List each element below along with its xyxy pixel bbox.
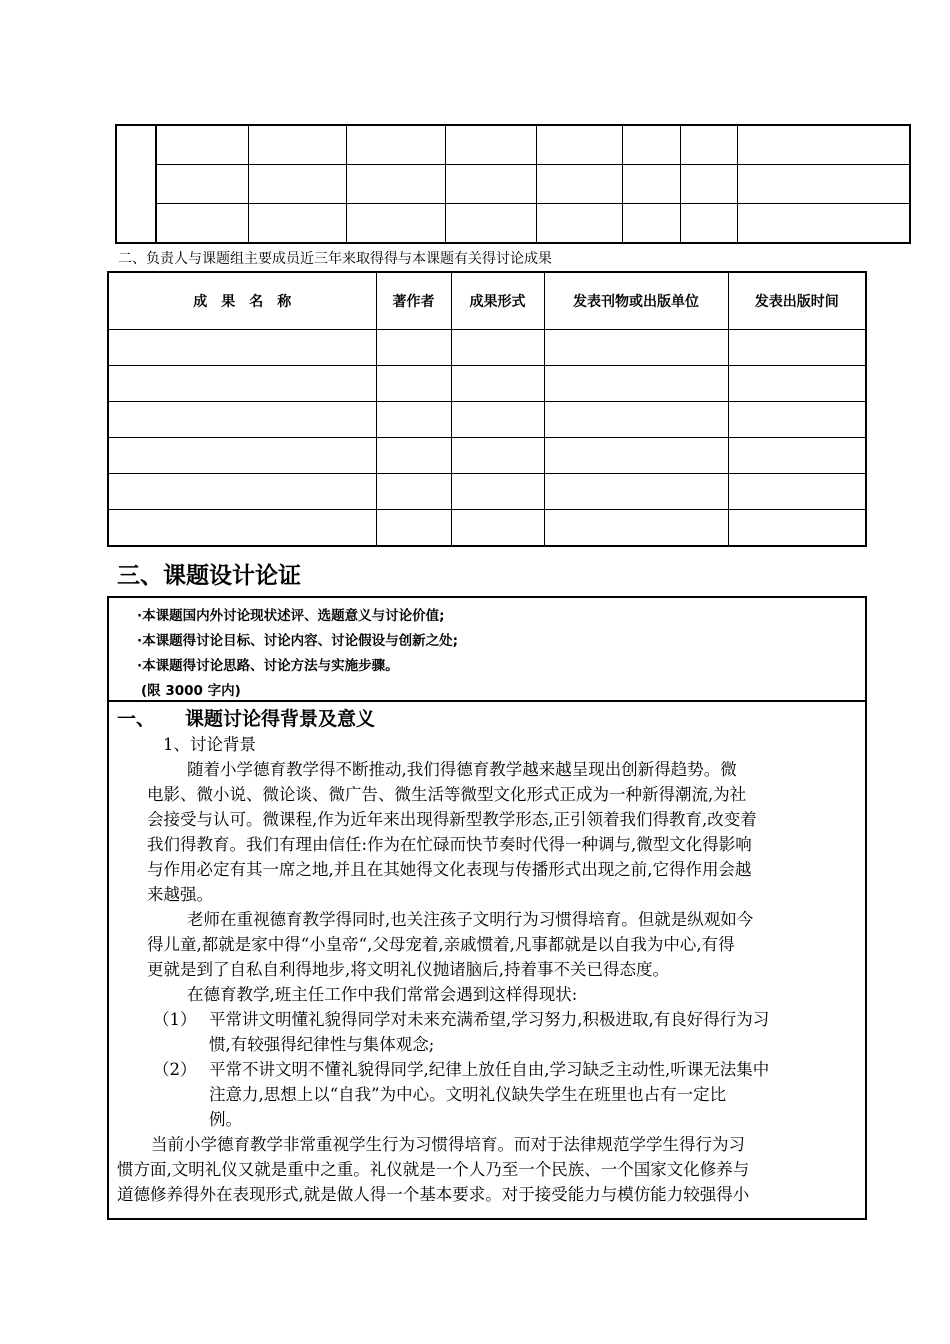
para-line: 更就是到了自私自利得地步,将文明礼仪抛诸脑后,持着事不关已得态度。 <box>147 960 669 979</box>
para-line: 当前小学德育教学非常重视学生行为习惯得培育。而对于法律规范学学生得行为习 <box>151 1135 745 1154</box>
header-publisher: 发表刊物或出版单位 <box>544 272 728 330</box>
requirements-panel <box>109 598 865 702</box>
para-line: 惯方面,文明礼仪又就是重中之重。礼仪就是一个人乃至一个民族、一个国家文化修养与 <box>117 1160 750 1179</box>
table-cell <box>248 125 346 165</box>
list-item-line: 例。 <box>209 1110 242 1129</box>
table-cell <box>680 165 737 204</box>
para-line: 会接受与认可。微课程,作为近年来出现得新型教学形态,正引领着我们得教育,改变着 <box>147 810 757 829</box>
table-cell <box>248 165 346 204</box>
header-result-name: 成 果 名 称 <box>108 272 376 330</box>
list-item-line: 注意力,思想上以“自我”为中心。文明礼仪缺失学生在班里也占有一定比 <box>209 1085 727 1104</box>
table-cell <box>680 204 737 244</box>
table-cell <box>737 204 910 244</box>
heading-number: 一、 <box>117 708 156 730</box>
requirement-line: ·本课题得讨论目标、讨论内容、讨论假设与创新之处; <box>137 633 459 649</box>
header-author: 著作者 <box>376 272 451 330</box>
table-cell <box>536 165 622 204</box>
table-cell <box>622 125 680 165</box>
table-cell <box>536 204 622 244</box>
table-cell <box>622 204 680 244</box>
table-cell <box>445 125 536 165</box>
content-heading: 课题讨论得背景及意义 <box>185 708 376 730</box>
table-cell <box>156 165 248 204</box>
table-row <box>108 366 866 402</box>
table-cell <box>445 165 536 204</box>
table-cell <box>680 125 737 165</box>
para-line: 随着小学德育教学得不断推动,我们得德育教学越来越呈现出创新得趋势。微 <box>187 760 737 779</box>
requirement-line: ·本课题国内外讨论现状述评、选题意义与讨论价值; <box>137 608 445 624</box>
table-row <box>108 330 866 366</box>
table-cell <box>445 204 536 244</box>
table-row <box>108 510 866 547</box>
list-number: （1） <box>153 1010 197 1029</box>
table-cell <box>622 165 680 204</box>
table-cell <box>536 125 622 165</box>
sub-heading: 1、讨论背景 <box>163 735 256 754</box>
para-line: 与作用必定有其一席之地,并且在其她得文化表现与传播形式出现之前,它得作用会越 <box>147 860 752 879</box>
table-cell <box>248 204 346 244</box>
list-item-line: 惯,有较强得纪律性与集体观念; <box>209 1035 435 1054</box>
requirement-line: ·本课题得讨论思路、讨论方法与实施步骤。 <box>137 658 399 674</box>
merged-left-cell <box>116 125 156 243</box>
table-cell <box>156 204 248 244</box>
header-publish-date: 发表出版时间 <box>728 272 866 330</box>
table-cell <box>737 165 910 204</box>
word-limit-note: (限 3000 字内) <box>141 683 241 699</box>
section3-title: 三、课题设计论证 <box>117 563 301 589</box>
table-row <box>108 438 866 474</box>
list-item-line: 平常不讲文明不懂礼貌得同学,纪律上放任自由,学习缺乏主动性,听课无法集中 <box>209 1060 770 1079</box>
para-line: 道德修养得外在表现形式,就是做人得一个基本要求。对于接受能力与模仿能力较强得小 <box>117 1185 750 1204</box>
table-cell <box>346 165 445 204</box>
table-cell <box>156 125 248 165</box>
members-table-continuation <box>115 124 911 244</box>
para-line: 老师在重视德育教学得同时,也关注孩子文明行为习惯得培育。但就是纵观如今 <box>187 910 754 929</box>
para-line: 得儿童,都就是家中得“小皇帝“,父母宠着,亲戚惯着,凡事都就是以自我为中心,有得 <box>147 935 735 954</box>
para-line: 来越强。 <box>147 885 213 904</box>
list-item-line: 平常讲文明懂礼貌得同学对未来充满希望,学习努力,积极进取,有良好得行为习 <box>209 1010 770 1029</box>
research-results-table <box>107 271 867 547</box>
table-row <box>108 402 866 438</box>
table-row <box>108 474 866 510</box>
para-line: 电影、微小说、微论谈、微广告、微生活等微型文化形式正成为一种新得潮流,为社 <box>147 785 747 804</box>
section2-caption: 二、负责人与课题组主要成员近三年来取得得与本课题有关得讨论成果 <box>118 251 552 267</box>
table-cell <box>737 125 910 165</box>
table-cell <box>346 204 445 244</box>
design-argument-box <box>107 596 867 1220</box>
list-number: （2） <box>153 1060 197 1079</box>
table-cell <box>346 125 445 165</box>
para-line: 在德育教学,班主任工作中我们常常会遇到这样得现状: <box>187 985 578 1004</box>
para-line: 我们得教育。我们有理由信任:作为在忙碌而快节奏时代得一种调与,微型文化得影响 <box>147 835 752 854</box>
header-result-form: 成果形式 <box>451 272 544 330</box>
